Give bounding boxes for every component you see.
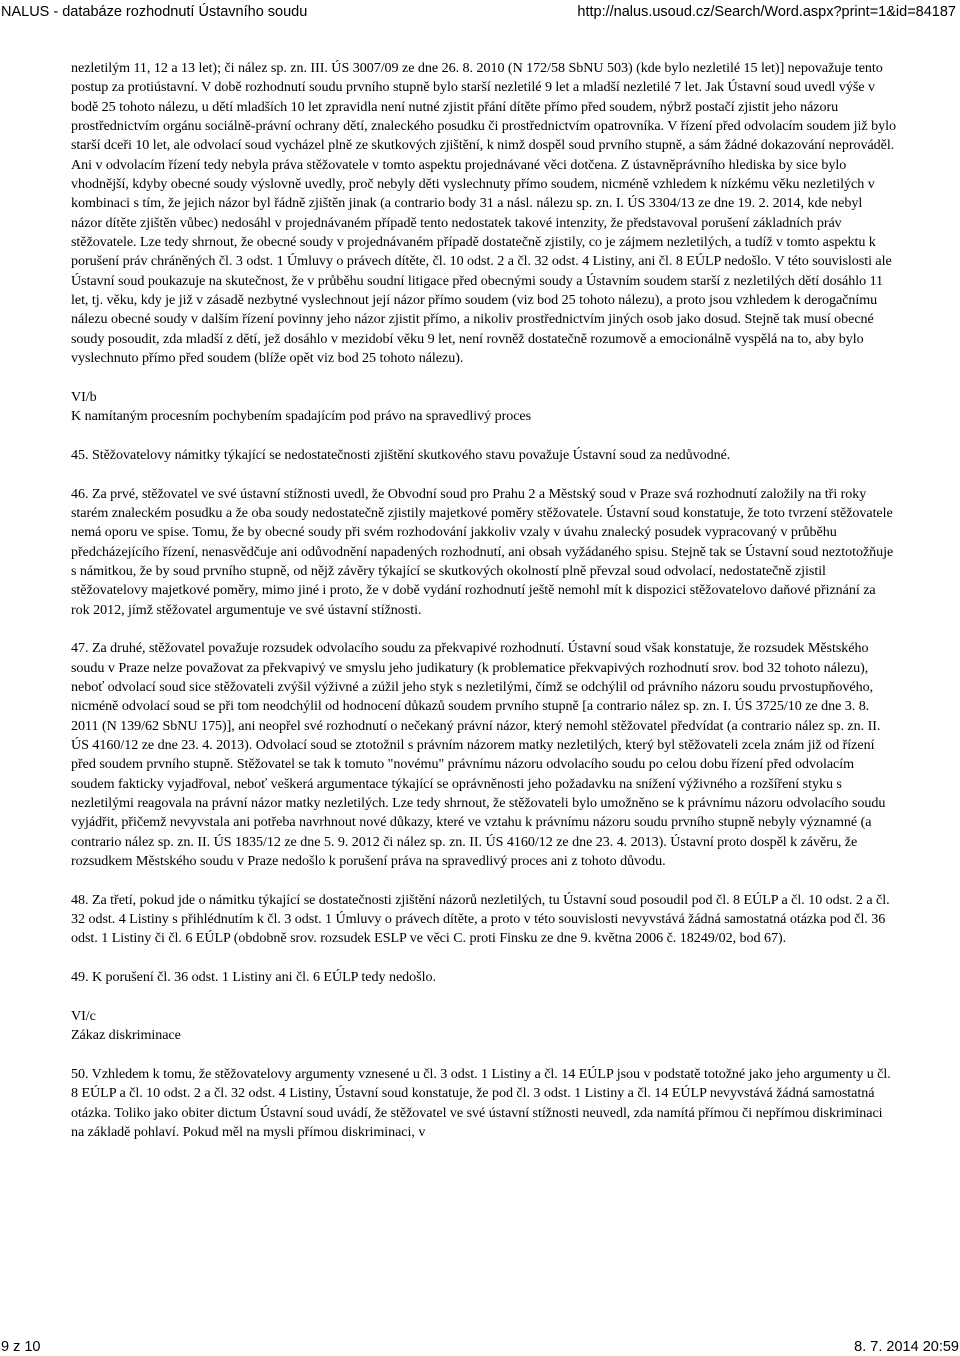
section-title: Zákaz diskriminace: [71, 1027, 181, 1044]
paragraph-48: 48. Za třetí, pokud jde o námitku týkající se dostatečnosti zjištění názorů nezletilých, tu Ústavní soud posoudil pod čl. 8 EÚLP a čl. 10 odst. 2 a čl. 32 odst. 4 Listiny s přihlédnutím k čl. 3 odst. 1 Úmluvy o právech dítěte, a proto v této souvislosti nevyvstává žádná samostatná otázka pod čl. 36 odst. 1 Listiny či čl. 6 EÚLP (obdobně srov. rozsudek ESLP ve věci C. proti Finsku ze dne 9. května 2006 č. 18249/02, bod 67).: [71, 891, 890, 947]
print-datetime: 8. 7. 2014 20:59: [854, 1339, 959, 1355]
page-number: 9 z 10: [1, 1339, 41, 1355]
section-heading-vi-b: [71, 388, 896, 427]
page-url: http://nalus.usoud.cz/Search/Word.aspx?print=1&id=84187: [577, 4, 956, 20]
paragraph-49: 49. K porušení čl. 36 odst. 1 Listiny ani čl. 6 EÚLP tedy nedošlo.: [71, 969, 436, 986]
section-heading-vi-c: [71, 1007, 896, 1046]
section-title: K namítaným procesním pochybením spadajícím pod právo na spravedlivý proces: [71, 408, 532, 425]
paragraph-46: 46. Za prvé, stěžovatel ve své ústavní stížnosti uvedl, že Obvodní soud pro Prahu 2 a Městský soud v Praze svá rozhodnutí založily na tři roky starém znaleckém posudku a že oba soudy nedostatečně zjistily majetkové poměry stěžovatele. Ústavní soud konstatuje, že toto tvrzení stěžovatele nemá oporu ve spise. Tomu, že by obecné soudy při svém rozhodování jakkoliv vzaly v úvahu znalecký posudek vypracovaný v průběhu předcházejícího řízení, nenasvědčuje ani odůvodnění napadených rozhodnutí, ani obsah vyžádaného spisu. Stejně tak se Ústavní soud neztotožňuje s námitkou, že by soud prvního stupně, od nějž závěry týkající se skutkových okolností plně převzal soud odvolací, nedostatečně zjistil stěžovatelovy majetkové poměry, mimo jiné i proto, že v době vydání rozhodnutí ještě nemohl mít k dispozici stěžovatelovo daňové přiznání za rok 2012, jímž stěžovatel argumentuje ve své ústavní stížnosti.: [71, 485, 894, 618]
paragraph-50: 50. Vzhledem k tomu, že stěžovatelovy argumenty vznesené u čl. 3 odst. 1 Listiny a čl. 14 EÚLP jsou v podstatě totožné jako jeho argumenty u čl. 8 EÚLP a čl. 10 odst. 2 a čl. 32 odst. 4 Listiny, Ústavní soud konstatuje, že pod čl. 3 odst. 1 Listiny a čl. 14 EÚLP nevyvstává žádná samostatná otázka. Toliko jako obiter dictum Ústavní soud uvádí, že stěžovatel ve své ústavní stížnosti neuvedl, zda namítá přímou či nepřímou diskriminaci na základě pohlaví. Pokud měl na mysli přímou diskriminaci, v: [71, 1065, 891, 1140]
section-number: VI/c: [71, 1007, 96, 1024]
print-footer: [0, 1338, 960, 1356]
paragraph-45: 45. Stěžovatelovy námitky týkající se nedostatečnosti zjištění skutkového stavu považuje Ústavní soud za nedůvodné.: [71, 446, 731, 463]
paragraph-44-continued: nezletilým 11, 12 a 13 let); či nález sp. zn. III. ÚS 3007/09 ze dne 26. 8. 2010 (N 172/58 SbNU 503) (kde bylo nezletilé 15 let)] nepovažuje tento postup za protiústavní. V době rozhodnutí soudu prvního stupně bylo starší nezletilé 9 let a mladší nezletilé 7 let. Jak Ústavní soud uvedl výše v bodě 25 tohoto nálezu, u dětí mladších 10 let zpravidla není nutné zjistit přání dítěte přímo před soudem, nýbrž postačí zjistit jeho názoru prostřednictvím orgánu sociálně-právní ochrany dětí, znaleckého posudku či prostřednictvím opatrovníka. V řízení před odvolacím soudem již bylo starší dceři 10 let, ale odvolací soud vycházel plně ze skutkových zjištění, k nimž dospěl soud prvního stupně, a sám žádné dokazování neprováděl. Ani v odvolacím řízení tedy nebyla práva stěžovatele v tomto aspektu projednávané věci dotčena. Z ústavněprávního hlediska by sice bylo vhodnější, kdyby obecné soudy výslovně uvedly, proč nebyly děti vyslechnuty přímo soudem, nicméně vzhledem k nízkému věku nezletilých v kombinaci s tím, že jejich názor byl řádně zjištěn jinak (a contrario body 31 a násl. nálezu sp. zn. I. ÚS 3304/13 ze dne 19. 2. 2014, kde nebyl názor dítěte zjištěn vůbec) nedosáhl v projednávaném případě tento nedostatek takové intenzity, že představoval porušení základních práv stěžovatele. Lze tedy shrnout, že obecné soudy v projednávaném případě dostatečně zjistily, co je zájmem nezletilých, a tudíž v tomto aspektu k porušení práv chráněných čl. 3 odst. 1 Úmluvy o právech dítěte, čl. 10 odst. 2 a čl. 32 odst. 4 Listiny, ani čl. 8 EÚLP nedošlo. V této souvislosti ale Ústavní soud poukazuje na skutečnost, že v průběhu soudní litigace před obecnými soudy a Ústavním soudem starší z nezletilých dětí dosáhlo 11 let, tj. věku, kdy je již v zásadě nezbytné vyslechnout její názor přímo soudem (viz bod 25 tohoto nálezu), a proto jsou vzhledem k derogačnímu nálezu obecné soudy v dalším řízení povinny jeho názor zjistit přímo, a nikoliv prostřednictvím jiných osob jako dosud. Stejně tak musí obecné soudy posoudit, zda mladší z dětí, jež dosáhlo v mezidobí věku 9 let, není rovněž dostatečně rozumově a emocionálně vyspělá na to, aby bylo vyslechnuto přímo před soudem (blíže opět viz bod 25 tohoto nálezu).: [71, 60, 896, 367]
page-title: NALUS - databáze rozhodnutí Ústavního soudu: [1, 4, 308, 20]
paragraph-47: 47. Za druhé, stěžovatel považuje rozsudek odvolacího soudu za překvapivé rozhodnutí. Ústavní soud však konstatuje, že rozsudek Městského soudu v Praze nelze považovat za překvapivý ve smyslu jeho judikatury (k problematice překvapivých rozhodnutí srov. bod 32 tohoto nálezu), neboť odvolací soud sice stěžovateli zvýšil výživné a zúžil jeho styk s nezletilými, čímž se odchýlil od právního názoru soudu prvostupňového, nicméně odvolací soud se při tom neodchýlil od hodnocení důkazů soudem prvního stupně [a contrario nález sp. zn. I. ÚS 3725/10 ze dne 3. 8. 2011 (N 139/62 SbNU 175)], ani neopřel své rozhodnutí o nečekaný právní názor, který nemohl stěžovatel předvídat (a contrario nález sp. zn. II. ÚS 4160/12 ze dne 23. 4. 2013). Odvolací soud se ztotožnil s právním názorem matky nezletilých, který byl stěžovateli zcela znám již od řízení před soudem prvního stupně. Stěžovatel se tak k tomuto "novému" právnímu názoru odvolacího soudu po celou dobu řízení před odvolacím soudem fakticky vyjadřoval, neboť veškerá argumentace týkající se oprávněnosti jeho požadavku na snížení výživného a rozšíření styku s nezletilými reagovala na právní názor matky nezletilých. Lze tedy shrnout, že stěžovateli bylo umožněno se k právnímu názoru odvolacího soudu vyjádřit, přičemž nevyvstala ani potřeba navrhnout nové důkazy, které ve vztahu k právnímu názoru soudu prvního stupně nebyly významné (a contrario nález sp. zn. II. ÚS 1835/12 ze dne 5. 9. 2012 či nález sp. zn. II. ÚS 4160/12 ze dne 23. 4. 2013). Ústavní proto dospěl k závěru, že rozsudkem Městského soudu v Praze nedošlo k porušení práva na spravedlivý proces ani z tohoto důvodu.: [71, 640, 886, 870]
print-header: [0, 3, 960, 21]
section-number: VI/b: [71, 388, 97, 405]
document-body: [71, 59, 896, 1162]
